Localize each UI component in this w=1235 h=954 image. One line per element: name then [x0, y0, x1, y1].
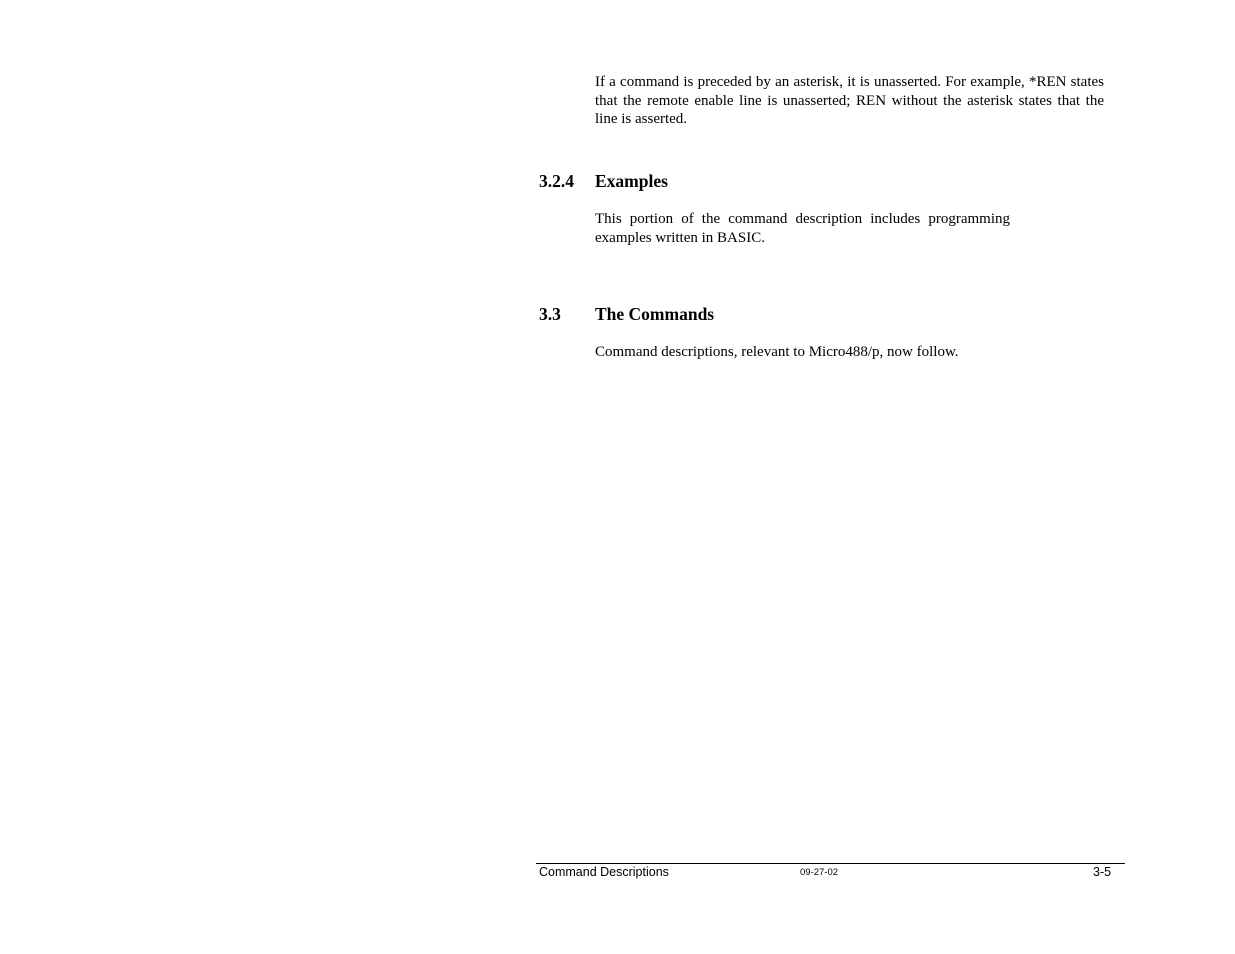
examples-paragraph: This portion of the command description includes programming examples written in BASIC.: [595, 211, 1010, 246]
footer-chapter-title: Command Descriptions: [539, 865, 669, 879]
footer-page-number: 3-5: [1093, 865, 1112, 879]
intro-paragraph: If a command is preceded by an asterisk, it is unasserted. For example, *REN states that the remote enable line is unasserted; REN without the asterisk states that the line is asserted.: [595, 74, 1104, 127]
section-title-commands: The Commands: [595, 304, 715, 324]
section-title-examples: Examples: [595, 171, 668, 191]
section-number-commands: 3.3: [539, 304, 561, 324]
commands-paragraph: Command descriptions, relevant to Micro488/p, now follow.: [595, 344, 959, 360]
footer-date: 09-27-02: [800, 867, 839, 878]
section-number-examples: 3.2.4: [539, 171, 574, 191]
